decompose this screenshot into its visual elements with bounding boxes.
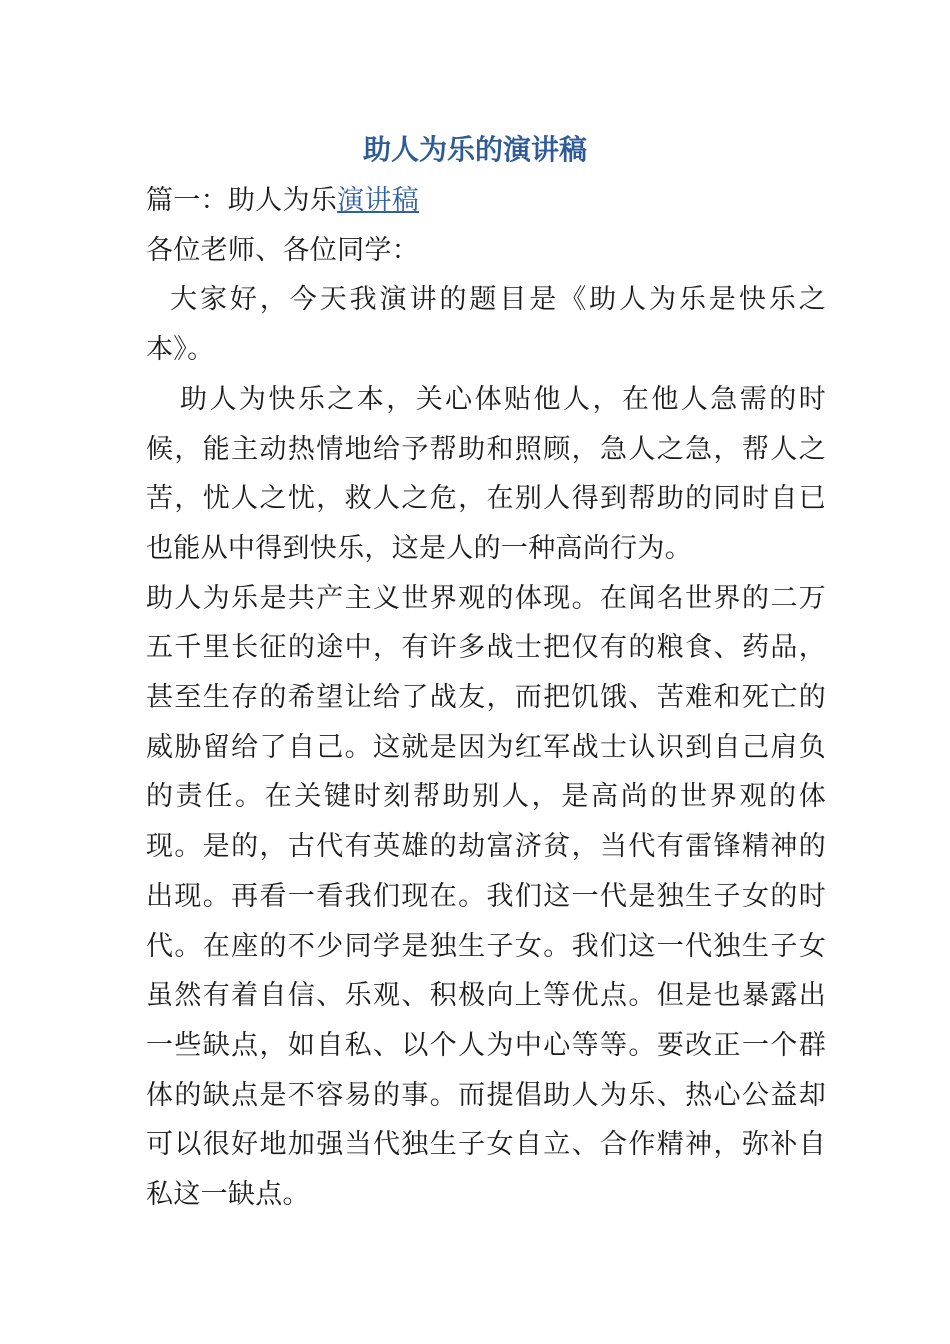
section-heading xyxy=(146,176,826,226)
section-heading-text: 篇一：助人为乐 xyxy=(146,185,338,216)
document-body xyxy=(146,176,826,1220)
section-heading-link[interactable]: 演讲稿 xyxy=(337,185,420,216)
paragraph-worldview: 助人为乐是共产主义世界观的体现。在闻名世界的二万五千里长征的途中，有许多战士把仅有的粮食、药品，甚至生存的希望让给了战友，而把饥饿、苦难和死亡的威胁留给了自己。这就是因为红军战士认识到自己肩负的责任。在关键时刻帮助别人，是高尚的世界观的体现。是的，古代有英雄的劫富济贫，当代有雷锋精神的出现。再看一看我们现在。我们这一代是独生子女的时代。在座的不少同学是独生子女。我们这一代独生子女虽然有着自信、乐观、积极向上等优点。但是也暴露出一些缺点，如自私、以个人为中心等等。要改正一个群体的缺点是不容易的事。而提倡助人为乐、热心公益却可以很好地加强当代独生子女自立、合作精神，弥补自私这一缺点。 xyxy=(146,582,826,1211)
paragraph-greeting: 大家好，今天我演讲的题目是《助人为乐是快乐之本》。 xyxy=(146,284,826,366)
salutation: 各位老师、各位同学： xyxy=(146,234,419,266)
document-title: 助人为乐的演讲稿 xyxy=(362,133,587,166)
paragraph-helping-others: 助人为快乐之本，关心体贴他人，在他人急需的时候，能主动热情地给予帮助和照顾，急人之急，帮人之苦，忧人之忧，救人之危，在别人得到帮助的同时自已也能从中得到快乐，这是人的一种高尚行为。 xyxy=(146,383,826,564)
